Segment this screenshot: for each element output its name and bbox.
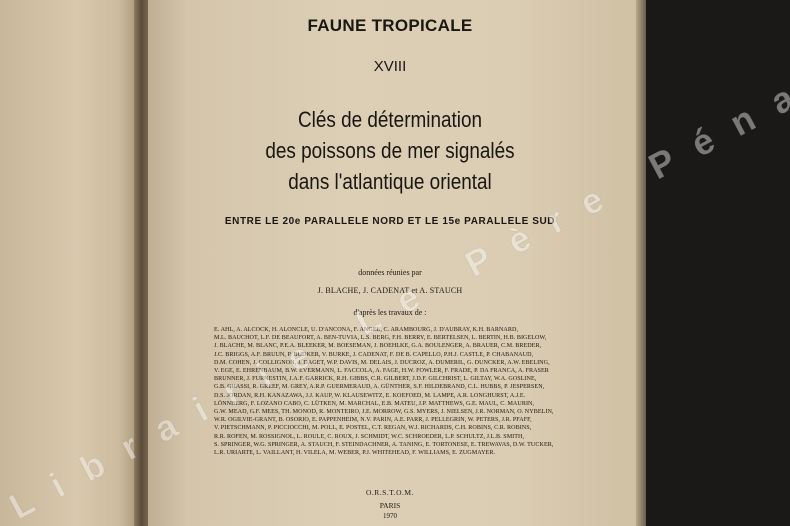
contributors-line: J.C. BRIGGS, A.F. BRUUN, P. BUDKER, V. BURKE, J. CADENAT, F. DE B. CAPELLO, P.H.J. CASTLE, P. CHABANAUD, bbox=[214, 351, 534, 358]
series-title: FAUNE TROPICALE bbox=[307, 16, 473, 35]
contributors-line: G.W. MEAD, G.F. MEES, TH. MONOD, R. MONTEIRO, J.E. MORROW, G.S. MYERS, J. NIELSEN, J.R. NORMAN, O. NYBELIN, bbox=[214, 409, 554, 416]
background bbox=[646, 0, 790, 526]
contributors-line: L.R. URIARTE, L. VAILLANT, H. VILELA, M. WEBER, P.J. WHITEHEAD, F. WILLIAMS, E. ZUGMAYER. bbox=[214, 450, 496, 457]
contributors-line: V. PIETSCHMANN, P. PICCIOCCHI, M. POLL, E. POSTEL, C.T. REGAN, W.J. RICHARDS, C.H. ROBINS, C.R. ROBINS, bbox=[214, 425, 532, 432]
contributors-list bbox=[214, 326, 566, 457]
contributors-line: M.L. BAUCHOT, L.F. DE BEAUFORT, A. BEN-TUVIA, L.S. BERG, F.H. BERRY, E. BERTELSEN, L. BERTIN, H.B. BIGELOW, bbox=[214, 335, 547, 342]
watermark-text: Librairie Le Père bbox=[2, 166, 632, 526]
book-title bbox=[227, 104, 554, 197]
title-line: dans l'atlantique oriental bbox=[288, 169, 492, 194]
contributors-line: W.R. OGILVIE-GRANT, B. OSORIO, E. PAPPENHEIM, N.V. PARIN, A.E. PARR, J. PELLEGRIN, W. PETERS, J.R. PFAFF, bbox=[214, 417, 532, 424]
publication-year: 1970 bbox=[383, 512, 397, 520]
contributors-line: D.M. COHEN, J. COLLIGNON, J. DAGET, W.P. DAVIS, M. DELAIS, J. DUCROZ, A. DUMERIL, G. DUNCKER, A.W. EBELING, bbox=[214, 359, 550, 366]
contributors-line: G.B. GRASSI, R. GREEF, M. GREY, A.R.P. GUERMERAUD, A. GÜNTHER, S.F. HILDEBRAND, C.L. HUBBS, P. JESPERSEN, bbox=[214, 384, 545, 391]
contributors-line: LÖNNBERG, F. LOZANO CABO, C. LÜTKEN, M. MARCHAL, E.B. MATEU, J.P. MATTHEWS, G.E. MAUL, C. MAURIN, bbox=[214, 400, 535, 407]
contributors-line: J. BLACHE, M. BLANC, P.E.A. BLEEKER, M. BOESEMAN, J. BOEHLKE, G.A. BOULENGER, A. BRAUER, C.M. BREDER, bbox=[214, 343, 542, 350]
volume-number: XVIII bbox=[373, 58, 407, 75]
publisher: O.R.S.T.O.M. bbox=[366, 488, 414, 497]
contributors-line: R.R. ROFEN, M. ROSSIGNOL, L. ROULE, C. ROUX, J. SCHMIDT, W.C. SCHROEDER, L.P. SCHULTZ, J.L.B. SMITH, bbox=[214, 433, 525, 440]
contributors-line: S. SPRINGER, W.G. SPRINGER, A. STAUCH, F. STEINDACHNER, A. TANING, E. TORTONESE, E. TREWAVAS, D.W. TUCKER, bbox=[214, 441, 554, 448]
contributors-line: E. AHL, A. ALCOCK, H. ALONCLE, U. D'ANCONA, F. ANGEL, C. ARAMBOURG, J. D'AUBRAY, K.H. BARNARD, bbox=[214, 327, 519, 333]
book-subtitle: ENTRE LE 20e PARALLELE NORD ET LE 15e PARALLELE SUD bbox=[224, 216, 556, 227]
page-edge bbox=[636, 0, 646, 526]
after-works-label: d'après les travaux de : bbox=[353, 308, 427, 317]
contributors-line: BRUNNER, J. FURNESTIN, J.A.F. GARRICK, R.H. GIBBS, C.R. GILBERT, J.D.F. GILCHRIST, L. GILTAY, W.A. GOSLINE, bbox=[214, 376, 537, 383]
publication-city: PARIS bbox=[379, 501, 401, 510]
authors: J. BLACHE, J. CADENAT et A. STAUCH bbox=[317, 286, 463, 295]
title-line: Clés de détermination bbox=[297, 107, 483, 132]
left-page bbox=[0, 0, 140, 526]
title-line: des poissons de mer signalés bbox=[265, 138, 515, 163]
contributors-line: V. EGE, E. EHRENBAUM, B.W. EVERMANN, L. FACCOLA, A. FAGE, H.W. FOWLER, F. FRADE, P. DA FRANCA, A. FRASER bbox=[214, 368, 549, 375]
compiled-by-label: données réunies par bbox=[358, 268, 422, 277]
contributors-line: D.S. JORDAN, R.H. KANAZAWA, J.J. KAUP, W. KLAUSEWITZ, E. KOEFOED, M. LAMPE, A.R. LONGHURST, A.J.E. bbox=[214, 392, 526, 399]
